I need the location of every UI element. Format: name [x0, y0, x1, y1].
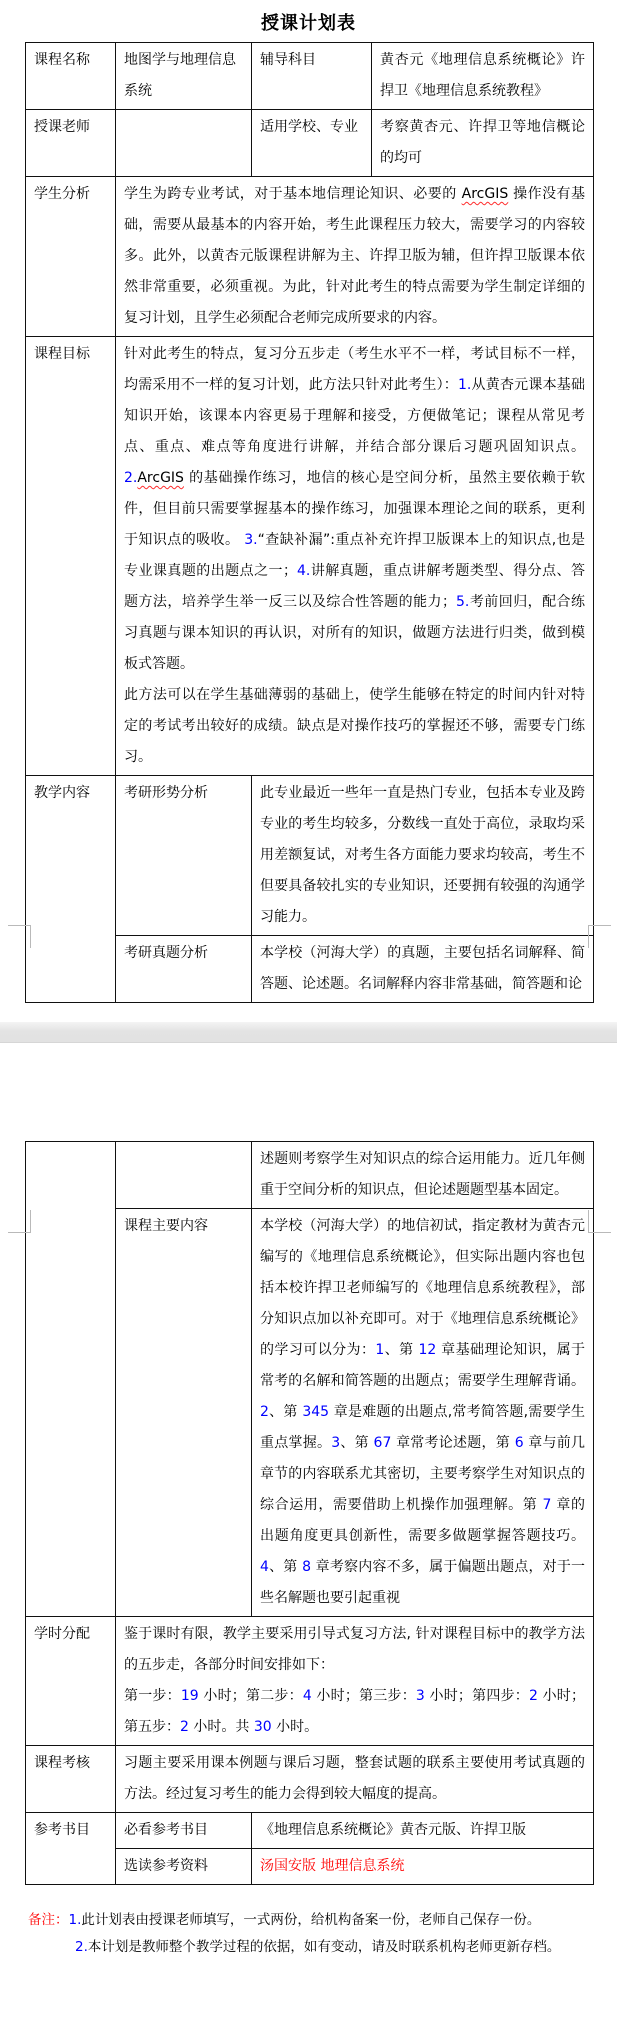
must-read-value: 《地理信息系统概论》黄杏元版、许捍卫版	[252, 1813, 594, 1849]
text-segment: 345	[302, 1404, 330, 1420]
main-content-text	[252, 1209, 594, 1617]
note-number: 2.	[75, 1939, 88, 1955]
table-row	[26, 337, 594, 776]
exam-situation-label: 考研形势分析	[116, 776, 252, 936]
exam-situation-text: 此专业最近一些年一直是热门专业，包括本专业及跨专业的考生均较多，分数线一直处于高位，录取均采用差额复试，对考生各方面能力要求均较高，考生不但要具备较扎实的专业知识，还要拥有较强的沟通学习能力。	[252, 776, 594, 936]
table-row	[26, 1617, 594, 1746]
text-segment: 针对此考生的特点，复习分五步走（考生水平不一样，考试目标不一样，均需采用不一样的复习计划，此方法只针对此考生）：	[124, 346, 585, 393]
text-segment: 小时；第三步：	[311, 1688, 416, 1704]
text-segment: 鉴于课时有限，教学主要采用引导式复习方法, 针对课程目标中的教学方法的五步走，各部分时间安排如下：	[124, 1626, 585, 1673]
notes-label: 备注：	[28, 1912, 69, 1928]
course-name-value: 地图学与地理信息系统	[116, 43, 252, 110]
real-questions-label-continued-cell	[116, 1142, 252, 1209]
text-segment: 本学校（河海大学）的地信初试，指定教材为黄杏元编写的《地理信息系统概论》，但实际出题内容也包括本校许捍卫老师编写的《地理信息系统教程》，部分知识点加以补充即可。对于《地理信息系统概论》的学习可以分为：	[260, 1218, 585, 1358]
applicable-school-label: 适用学校、专业	[252, 110, 372, 177]
text-segment: 12	[418, 1342, 437, 1358]
table-row	[26, 177, 594, 337]
course-goal-text	[116, 337, 594, 776]
table-row	[26, 43, 594, 110]
real-questions-text-part1: 本学校（河海大学）的真题，主要包括名词解释、简答题、论述题。名词解释内容非常基础，简答题和论	[252, 936, 594, 1003]
text-segment: 小时；第五步：	[124, 1688, 586, 1735]
text-segment: 此方法可以在学生基础薄弱的基础上，使学生能够在特定的时间内针对特定的考试考出较好的成绩。缺点是对操作技巧的掌握还不够，需要专门练习。	[124, 687, 585, 765]
page-margin-corner-mark	[588, 1210, 611, 1233]
text-segment: 5.	[456, 594, 470, 610]
text-segment: 学生为跨专业考试，对于基本地信理论知识、必要的	[124, 186, 462, 202]
document-page-2	[0, 1141, 617, 2035]
real-questions-text-part2: 述题则考察学生对知识点的综合运用能力。近几年侧重于空间分析的知识点，但论述题题型基本固定。	[252, 1142, 594, 1209]
text-segment: 从黄杏元课本基础知识开始，该课本内容更易于理解和接受，方便做笔记；课程从常见考点、重点、难点等角度进行讲解，并结合部分课后习题巩固知识点。	[124, 377, 586, 455]
text-segment: 6	[514, 1435, 524, 1451]
note-line	[28, 1934, 588, 1961]
text-segment: 1.	[457, 377, 472, 393]
text-segment: 、第	[268, 1559, 303, 1575]
notes-block	[28, 1907, 588, 1961]
text-segment: 小时；第二步：	[198, 1688, 303, 1704]
must-read-label: 必看参考书目	[116, 1813, 252, 1849]
text-segment: 8	[302, 1559, 312, 1575]
text-segment: 1	[375, 1342, 385, 1358]
text-segment: 讲解真题，重点讲解考题类型、得分点、答题方法，培养学生举一反三以及综合性答题的能力；	[124, 563, 586, 610]
student-analysis-text	[116, 177, 594, 337]
page-margin-corner-mark	[588, 925, 611, 948]
text-segment: 2	[529, 1688, 538, 1704]
tutoring-subject-value: 黄杏元《地理信息系统概论》许捍卫《地理信息系统教程》	[372, 43, 594, 110]
text-segment: 2.	[124, 470, 138, 486]
text-segment: 章的出题角度更具创新性，需要多做题掌握答题技巧。	[260, 1497, 586, 1544]
page-title: 授课计划表	[261, 13, 356, 34]
text-segment: 、第	[340, 1435, 374, 1451]
text-segment: 小时。	[271, 1719, 319, 1735]
text-segment: 19	[180, 1688, 199, 1704]
text-segment: 章基础理论知识，属于常考的名解和简答题的出题点；需要学生理解背诵。	[260, 1342, 586, 1389]
text-segment: 、第	[268, 1404, 303, 1420]
text-segment: 3	[415, 1688, 425, 1704]
note-number: 1.	[68, 1912, 82, 1928]
page-margin-corner-mark	[8, 925, 31, 948]
teacher-label: 授课老师	[26, 110, 116, 177]
course-name-label: 课程名称	[26, 43, 116, 110]
text-segment: 考前回归，配合练习真题与课本知识的再认识，对所有的知识，做题方法进行归类，做到模板式答题。	[124, 594, 586, 672]
course-goal-label: 课程目标	[26, 337, 116, 776]
tutoring-subject-label: 辅导科目	[252, 43, 372, 110]
main-content-label: 课程主要内容	[116, 1209, 252, 1617]
text-segment: 2	[260, 1404, 269, 1420]
text-segment: 、第	[384, 1342, 419, 1358]
note-text: 本计划是教师整个教学过程的依据，如有变动，请及时联系机构老师更新存档。	[87, 1939, 561, 1955]
text-segment: ArcGIS	[137, 470, 184, 486]
table-row	[26, 1813, 594, 1849]
table-row	[26, 1746, 594, 1813]
table-row	[26, 110, 594, 177]
text-segment: 30	[253, 1719, 272, 1735]
text-segment: 操作没有基础，需要从最基本的内容开始，考生此课程压力较大，需要学习的内容较多。此外，以黄杏元版课程讲解为主、许捍卫版为辅，但许捍卫版课本依然非常重要，必须重视。为此，针对此考生的特点需要为学生制定详细的复习计划，且学生必须配合老师完成所要求的内容。	[124, 186, 585, 326]
hours-allocation-label: 学时分配	[26, 1617, 116, 1746]
text-segment: ArcGIS	[461, 186, 509, 202]
hours-allocation-text	[116, 1617, 594, 1746]
text-segment: 第一步：	[124, 1688, 181, 1704]
teacher-value	[116, 110, 252, 177]
text-segment: 4	[302, 1688, 312, 1704]
text-segment: 67	[373, 1435, 392, 1451]
assessment-text: 习题主要采用课本例题与课后习题，整套试题的联系主要使用考试真题的方法。经过复习考生的能力会得到较大幅度的提高。	[116, 1746, 594, 1813]
table-row	[26, 1142, 594, 1209]
text-segment: 4.	[297, 563, 311, 579]
optional-reading-value: 汤国安版 地理信息系统	[252, 1849, 594, 1885]
assessment-label: 课程考核	[26, 1746, 116, 1813]
note-text: 此计划表由授课老师填写，一式两份，给机构备案一份，老师自己保存一份。	[81, 1912, 541, 1928]
references-label: 参考书目	[26, 1813, 116, 1885]
text-segment: 小时；第四步：	[424, 1688, 529, 1704]
text-segment: 2	[180, 1719, 189, 1735]
text-segment: 的基础操作练习，地信的核心是空间分析，虽然主要依赖于软件，但目前只需要掌握基本的操作练习，加强课本理论之间的联系，更利于知识点的吸收。	[124, 470, 585, 548]
teaching-plan-table-page1	[25, 42, 594, 1003]
real-questions-label: 考研真题分析	[116, 936, 252, 1003]
text-segment: 3	[331, 1435, 341, 1451]
page-break-gap	[0, 1022, 617, 1043]
text-segment: 7	[542, 1497, 552, 1513]
teaching-plan-table-page2	[25, 1141, 594, 1885]
text-segment: 3.	[244, 532, 258, 548]
teaching-content-label: 教学内容	[26, 776, 116, 1003]
student-analysis-label: 学生分析	[26, 177, 116, 337]
text-segment: 4	[260, 1559, 269, 1575]
text-segment: “查缺补漏”:重点补充许捍卫版课本上的知识点,也是专业课真题的出题点之一；	[124, 532, 586, 579]
text-segment: 章常考论述题，第	[391, 1435, 515, 1451]
text-segment: 章是难题的出题点,常考简答题,需要学生重点掌握。	[260, 1404, 585, 1451]
text-segment: 章考察内容不多，属于偏题出题点，对于一些名解题也要引起重视	[260, 1559, 586, 1606]
optional-reading-label: 选读参考资料	[116, 1849, 252, 1885]
applicable-school-value: 考察黄杏元、许捍卫等地信概论的均可	[372, 110, 594, 177]
page-margin-corner-mark	[8, 1210, 31, 1233]
note-line	[28, 1907, 588, 1934]
text-segment: 小时。共	[188, 1719, 254, 1735]
table-row	[26, 776, 594, 936]
teaching-content-continued-cell	[26, 1142, 116, 1617]
text-segment: 章与前几章节的内容联系尤其密切，主要考察学生对知识点的综合运用，需要借助上机操作加强理解。第	[260, 1435, 586, 1513]
